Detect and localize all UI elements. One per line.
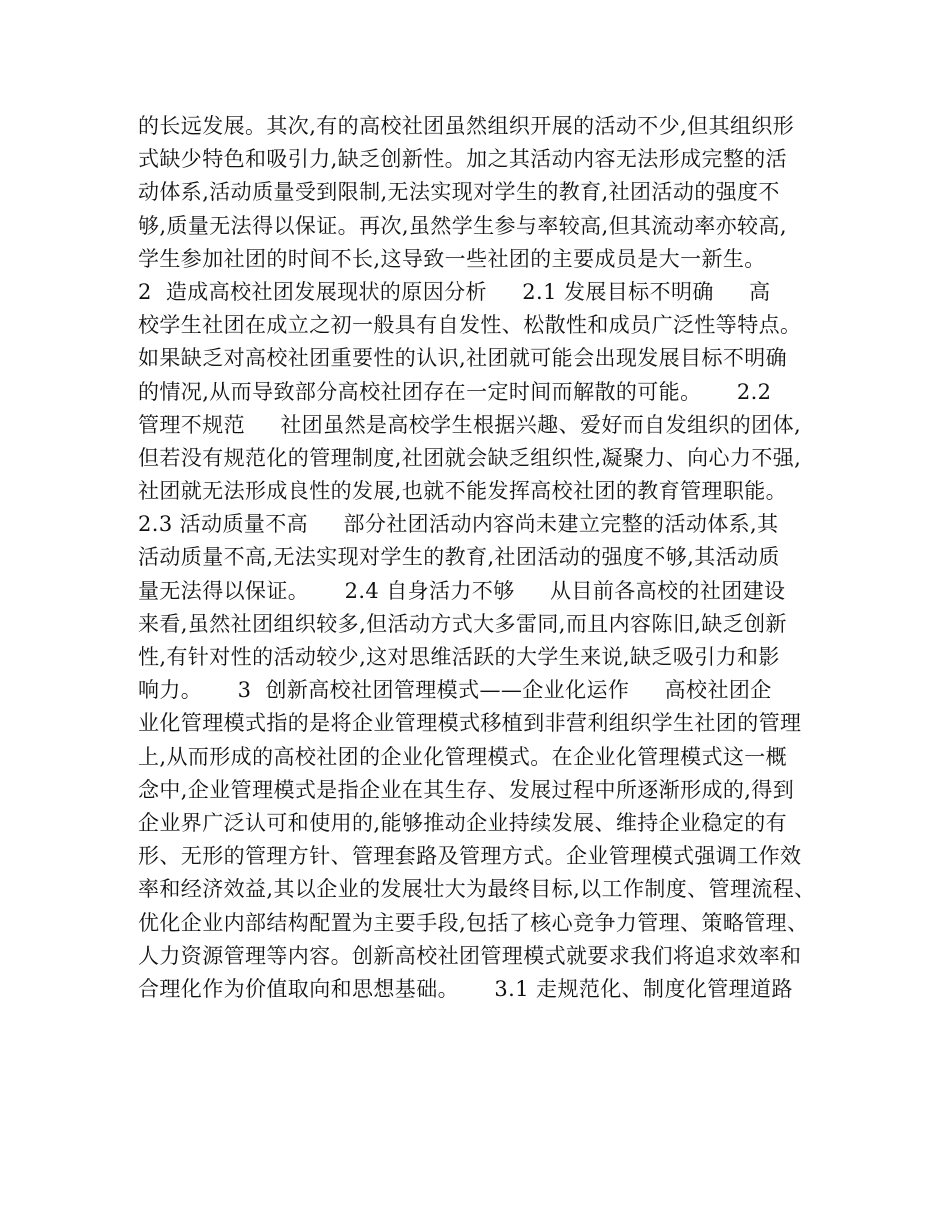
text-line: 社团就无法形成良性的发展,也就不能发挥高校社团的教育管理职能。 bbox=[138, 479, 788, 504]
text-line: 如果缺乏对高校社团重要性的认识,社团就可能会出现发展目标不明确 bbox=[138, 346, 788, 371]
text-line: 校学生社团在成立之初一般具有自发性、松散性和成员广泛性等特点。 bbox=[138, 313, 802, 338]
text-line: 业化管理模式指的是将企业管理模式移植到非营利组织学生社团的管理 bbox=[138, 711, 802, 736]
text-line: 来看,虽然社团组织较多,但活动方式大多雷同,而且内容陈旧,缺乏创新 bbox=[138, 611, 787, 636]
text-line: 合理化作为价值取向和思想基础。 3.1 走规范化、制度化管理道路 bbox=[138, 976, 793, 1001]
text-line: 但若没有规范化的管理制度,社团就会缺乏组织性,凝聚力、向心力不强, bbox=[138, 445, 802, 470]
text-line: 管理不规范 社团虽然是高校学生根据兴趣、爱好而自发组织的团体, bbox=[138, 412, 802, 437]
text-line: 优化企业内部结构配置为主要手段,包括了核心竞争力管理、策略管理、 bbox=[138, 910, 809, 935]
text-line: 2.3 活动质量不高 部分社团活动内容尚未建立完整的活动体系,其 bbox=[138, 512, 779, 537]
body-text bbox=[138, 110, 828, 1006]
text-line: 够,质量无法得以保证。再次,虽然学生参与率较高,但其流动率亦较高, bbox=[138, 213, 787, 238]
text-line: 企业界广泛认可和使用的,能够推动企业持续发展、维持企业稳定的有 bbox=[138, 810, 788, 835]
text-line: 动体系,活动质量受到限制,无法实现对学生的教育,社团活动的强度不 bbox=[138, 180, 780, 205]
text-line: 率和经济效益,其以企业的发展壮大为最终目标,以工作制度、管理流程、 bbox=[138, 877, 816, 902]
text-line: 人力资源管理等内容。创新高校社团管理模式就要求我们将追求效率和 bbox=[138, 943, 802, 968]
text-line: 念中,企业管理模式是指企业在其生存、发展过程中所逐渐形成的,得到 bbox=[138, 777, 795, 802]
text-line: 2 造成高校社团发展现状的原因分析 2.1 发展目标不明确 高 bbox=[138, 279, 771, 304]
text-line: 式缺少特色和吸引力,缺乏创新性。加之其活动内容无法形成完整的活 bbox=[138, 147, 788, 172]
text-line: 学生参加社团的时间不长,这导致一些社团的主要成员是大一新生。 bbox=[138, 246, 766, 271]
text-line: 形、无形的管理方针、管理套路及管理方式。企业管理模式强调工作效 bbox=[138, 844, 802, 869]
text-line: 活动质量不高,无法实现对学生的教育,社团活动的强度不够,其活动质 bbox=[138, 545, 780, 570]
text-line: 量无法得以保证。 2.4 自身活力不够 从目前各高校的社团建设 bbox=[138, 578, 786, 603]
text-line: 上,从而形成的高校社团的企业化管理模式。在企业化管理模式这一概 bbox=[138, 744, 788, 769]
text-line: 的情况,从而导致部分高校社团存在一定时间而解散的可能。 2.2 bbox=[138, 379, 772, 404]
text-line: 性,有针对性的活动较少,这对思维活跃的大学生来说,缺乏吸引力和影 bbox=[138, 645, 780, 669]
text-line: 响力。 3 创新高校社团管理模式——企业化运作 高校社团企 bbox=[138, 678, 772, 703]
text-line: 的长远发展。其次,有的高校社团虽然组织开展的活动不少,但其组织形 bbox=[138, 114, 795, 138]
